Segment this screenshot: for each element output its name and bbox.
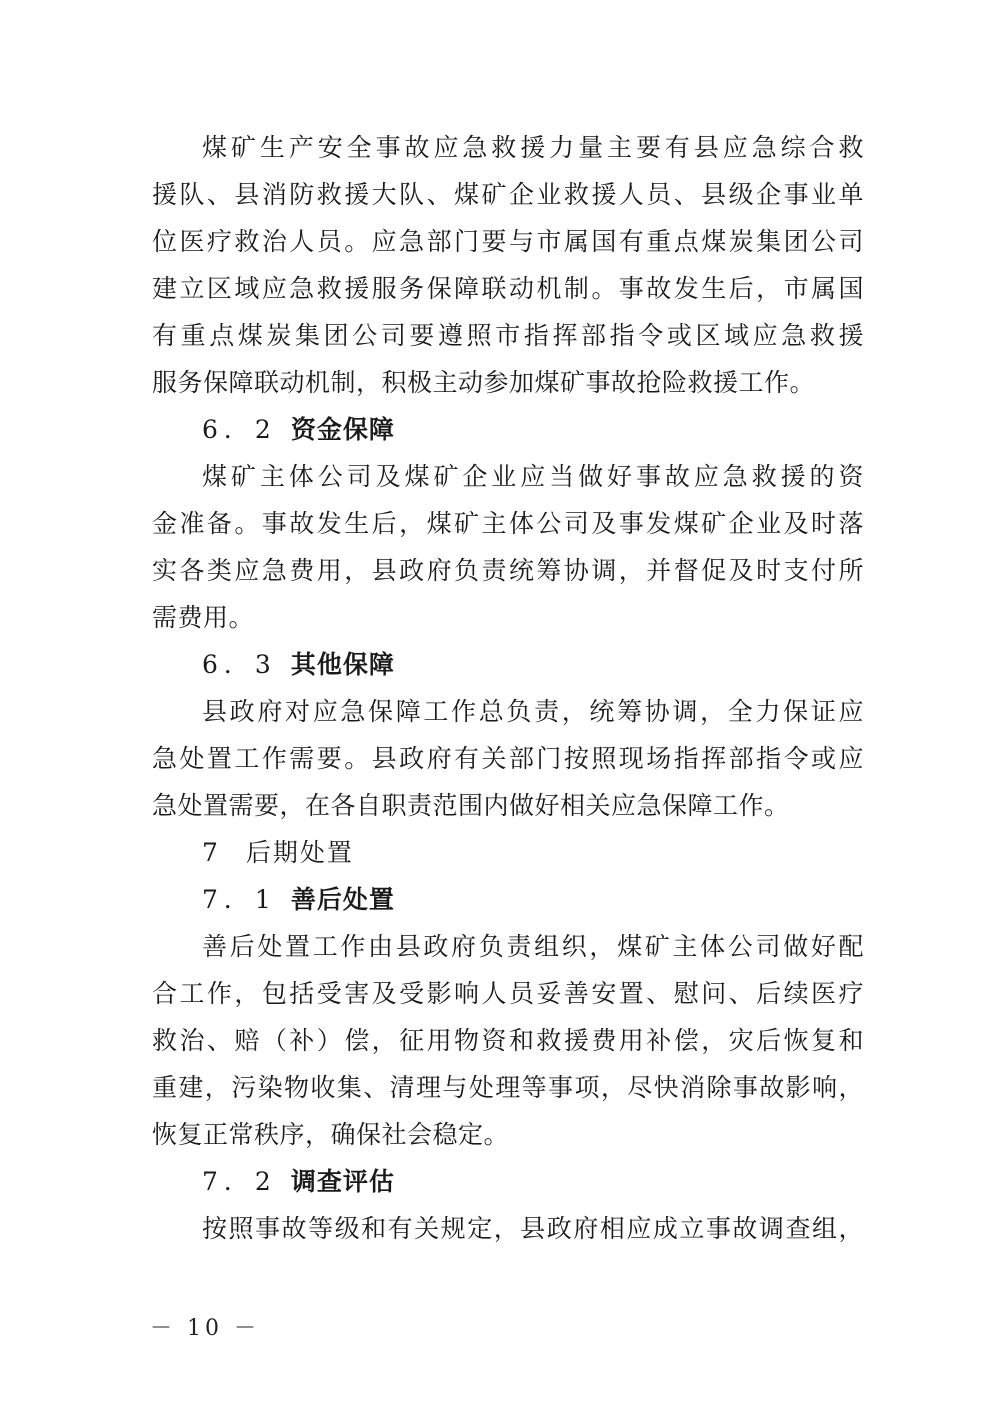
text-line: 煤矿主体公司及煤矿企业应当做好事故应急救援的资 [202, 462, 864, 491]
paragraph [152, 1205, 864, 1252]
paragraph [152, 124, 864, 406]
subsection-heading [152, 406, 864, 453]
text-line: 合工作，包括受害及受影响人员妥善安置、慰问、后续医疗 [152, 979, 864, 1008]
text-line: 急处置需要，在各自职责范围内做好相关应急保障工作。 [152, 791, 790, 820]
text-line: 援队、县消防救援大队、煤矿企业救援人员、县级企事业单 [152, 180, 864, 209]
text-line: 位医疗救治人员。应急部门要与市属国有重点煤炭集团公司 [152, 227, 864, 256]
text-line: 需费用。 [152, 603, 255, 632]
subsection-heading [152, 1158, 864, 1205]
text-line: 建立区域应急救援服务保障联动机制。事故发生后，市属国 [152, 274, 864, 303]
text-line: 急处置工作需要。县政府有关部门按照现场指挥部指令或应 [152, 744, 864, 773]
text-line: 按照事故等级和有关规定，县政府相应成立事故调查组， [202, 1214, 864, 1243]
heading-number: 6．2 [202, 415, 277, 444]
heading-title: 调查评估 [290, 1167, 395, 1196]
subsection-heading [152, 876, 864, 923]
paragraph [152, 688, 864, 829]
text-line: 重建，污染物收集、清理与处理等事项，尽快消除事故影响， [152, 1073, 864, 1102]
section-heading [152, 829, 864, 876]
heading-number: 7 [202, 838, 224, 867]
heading-title: 善后处置 [290, 885, 395, 914]
heading-number: 7．1 [202, 885, 277, 914]
heading-number: 6．3 [202, 650, 277, 679]
text-line: 救治、赔（补）偿，征用物资和救援费用补偿，灾后恢复和 [152, 1026, 864, 1055]
text-line: 县政府对应急保障工作总负责，统筹协调，全力保证应 [202, 697, 864, 726]
heading-title: 其他保障 [290, 650, 395, 679]
text-line: 善后处置工作由县政府负责组织，煤矿主体公司做好配 [202, 932, 864, 961]
text-line: 煤矿生产安全事故应急救援力量主要有县应急综合救 [202, 133, 864, 162]
text-line: 金准备。事故发生后，煤矿主体公司及事发煤矿企业及时落 [152, 509, 864, 538]
paragraph [152, 453, 864, 641]
paragraph [152, 923, 864, 1158]
heading-number: 7．2 [202, 1167, 277, 1196]
document-body [152, 124, 864, 1252]
text-line: 恢复正常秩序，确保社会稳定。 [152, 1120, 510, 1149]
page-number: － 10 － [150, 1316, 260, 1341]
text-line: 服务保障联动机制，积极主动参加煤矿事故抢险救援工作。 [152, 368, 816, 397]
text-line: 实各类应急费用，县政府负责统筹协调，并督促及时支付所 [152, 556, 864, 585]
heading-title: 后期处置 [245, 838, 354, 867]
heading-title: 资金保障 [290, 415, 395, 444]
subsection-heading [152, 641, 864, 688]
text-line: 有重点煤炭集团公司要遵照市指挥部指令或区域应急救援 [152, 321, 864, 350]
